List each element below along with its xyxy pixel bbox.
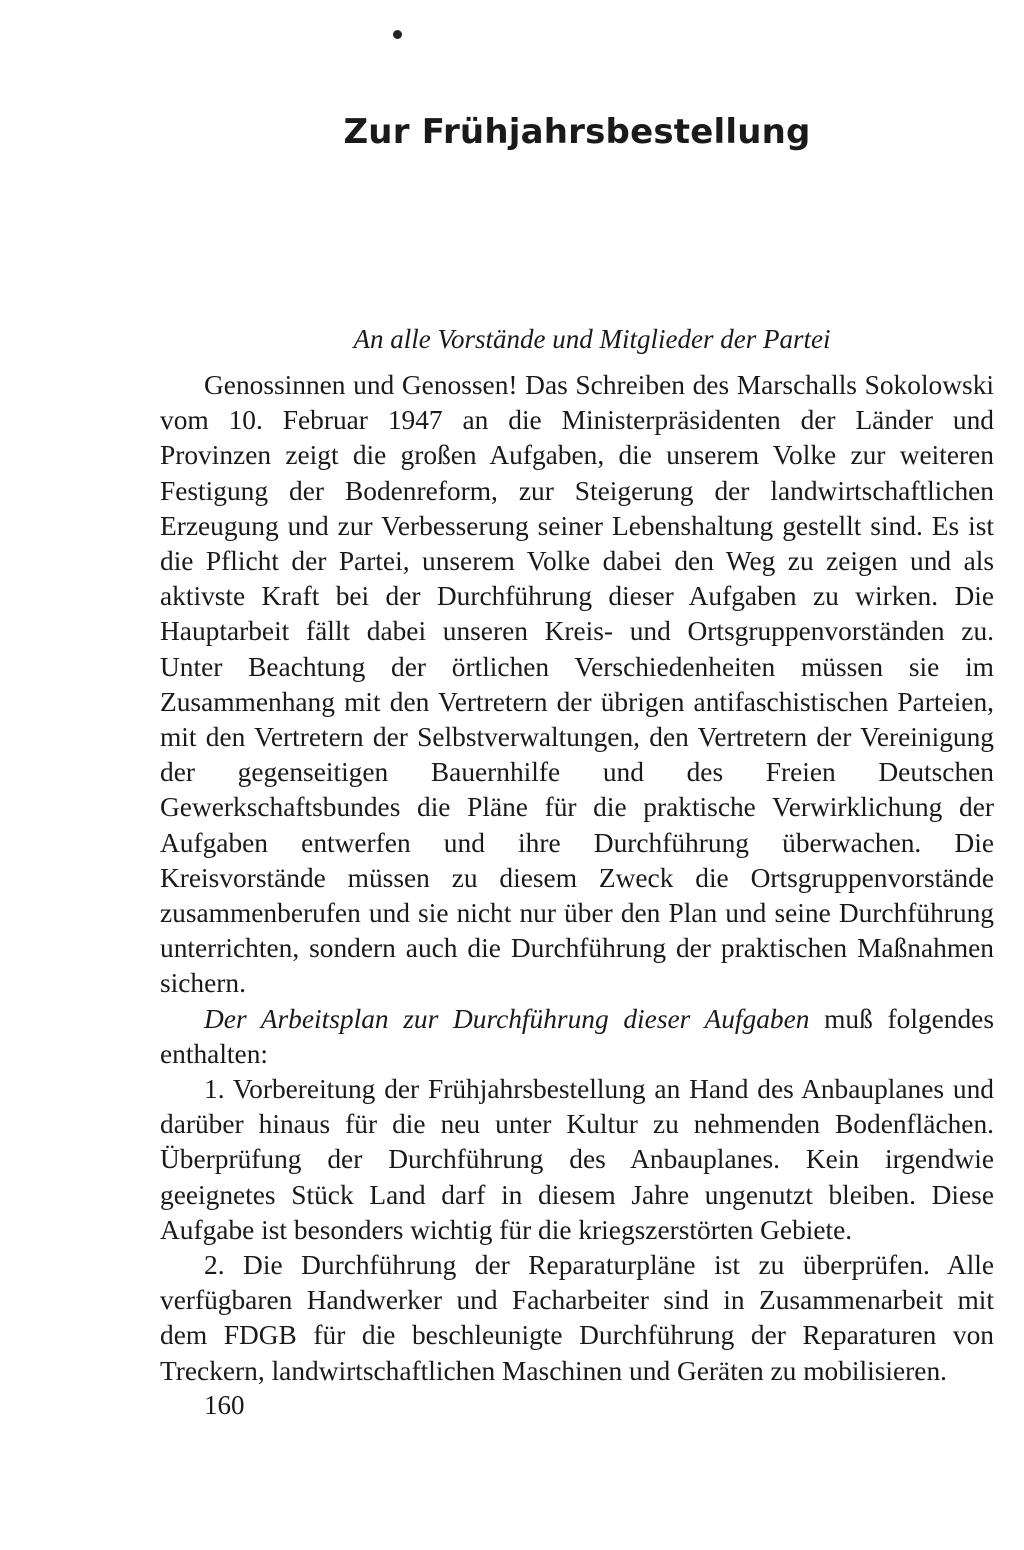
paragraph-item-1: 1. Vorbereitung der Frühjahrsbestellung an Hand des Anbauplanes und darüber hinaus für die neu unter Kultur zu nehmenden Bodenflächen. Überprüfung der Durchführung des Anbauplanes. Kein irgendwie geeignetes Stück Land darf in diesem Jahre ungenutzt bleiben. Diese Aufgabe ist besonders wichtig für die kriegszerstörten Gebiete. (160, 1074, 994, 1245)
printer-dot-mark (393, 30, 402, 39)
workplan-italic-lead: Der Arbeitsplan zur Durchführung dieser Aufgaben (204, 1003, 810, 1034)
paragraph-intro: Genossinnen und Genossen! Das Schreiben des Marschalls Sokolowski vom 10. Februar 1947 an die Ministerpräsidenten der Länder und Provinzen zeigt die großen Aufgaben, die unserem Volke zur weiteren Festigung der Bodenreform, zur Steigerung der landwirtschaftlichen Erzeugung und zur Verbesserung seiner Lebenshaltung gestellt sind. Es ist die Pflicht der Partei, unserem Volke dabei den Weg zu zeigen und als aktivste Kraft bei der Durchführung dieser Aufgaben zu wirken. Die Hauptarbeit fällt dabei unseren Kreis- und Ortsgruppenvorständen zu. Unter Beachtung der örtlichen Verschiedenheiten müssen sie im Zusammenhang mit den Vertretern der übrigen antifaschistischen Parteien, mit den Vertretern der Selbstverwaltungen, den Vertretern der Vereinigung der gegenseitigen Bauernhilfe und des Freien Deutschen Gewerkschaftsbundes die Pläne für die praktische Verwirklichung der Aufgaben entwerfen und ihre Durchführung überwachen. Die Kreisvorstände müssen zu diesem Zweck die Ortsgruppenvorstände zusammenberufen und sie nicht nur über den Plan und seine Durchführung unterrichten, sondern auch die Durchführung der praktischen Maßnahmen sichern. (160, 370, 994, 999)
paragraph-item-2: 2. Die Durchführung der Reparaturpläne ist zu überprüfen. Alle verfügbaren Handwerker und Facharbeiter sind in Zusammenarbeit mit dem FDGB für die beschleunigte Durchführung der Reparaturen von Treckern, landwirtschaftlichen Maschinen und Geräten zu mobilisieren. (160, 1250, 994, 1386)
subtitle: An alle Vorstände und Mitglieder der Partei (353, 324, 831, 354)
paragraph-workplan (160, 1002, 994, 1072)
page-number: 160 (204, 1390, 245, 1420)
body-text (160, 368, 994, 1389)
workplan-rest: muß folgendes enthalten: (160, 1003, 994, 1069)
page-title: Zur Frühjahrsbestellung (343, 112, 811, 152)
